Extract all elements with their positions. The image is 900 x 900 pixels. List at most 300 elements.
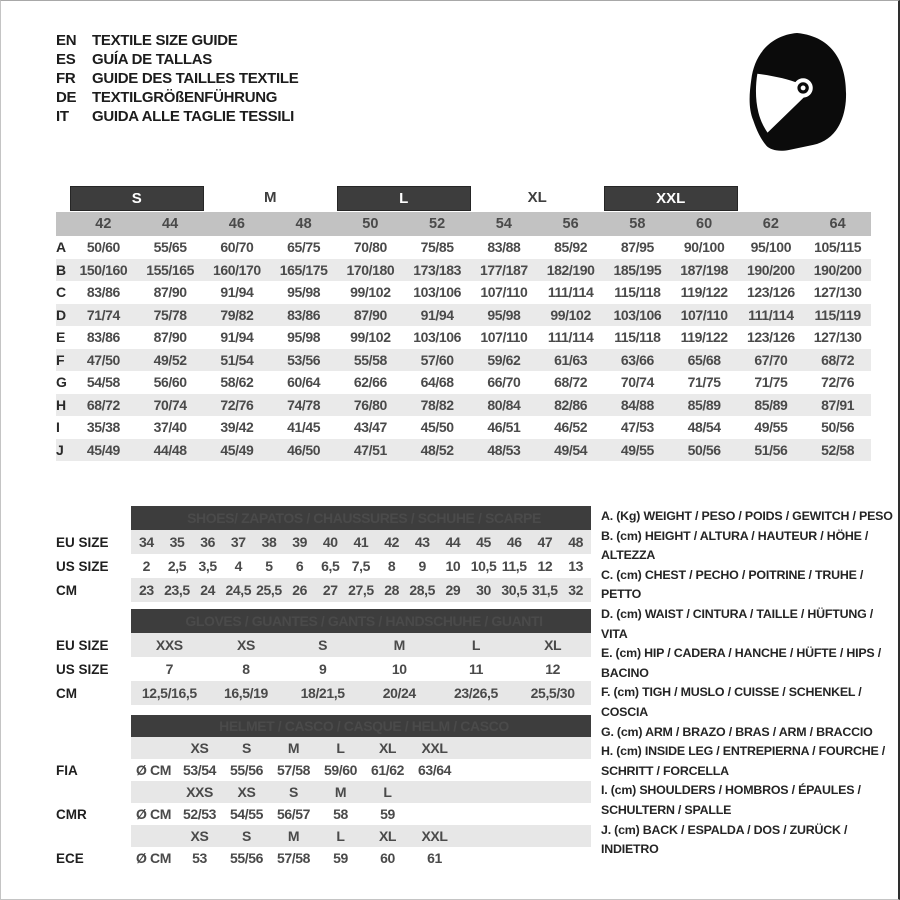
measure-cell: 61/63	[537, 349, 604, 372]
measure-cell: 99/102	[537, 304, 604, 327]
measure-cell: 57/60	[404, 349, 471, 372]
language-title: GUIDA ALLE TAGLIE TESSILI	[92, 108, 294, 125]
measure-cell: 60/64	[287, 374, 321, 391]
size-value-cell: 9	[318, 661, 327, 677]
measure-cell: 155/165	[137, 259, 204, 282]
helmet-size-cell: XS	[176, 825, 223, 847]
measure-cell: 115/118	[614, 284, 661, 301]
size-band-label: M	[264, 189, 277, 206]
row-letter: E	[56, 329, 66, 346]
measure-cell: 66/70	[487, 374, 521, 391]
size-number-cell: 54	[471, 212, 538, 236]
standard-label: CMR	[56, 803, 131, 825]
helmet-value-row	[56, 847, 591, 869]
measure-cell: 65/75	[287, 239, 321, 256]
measure-cell: 150/160	[70, 259, 137, 282]
measure-cell: 182/190	[537, 259, 604, 282]
measure-cell: 190/200	[804, 259, 871, 282]
measure-cell: 83/86	[270, 304, 337, 327]
size-value-cell: 6,5	[321, 558, 340, 574]
measure-cell: 185/195	[604, 259, 671, 282]
measure-cell: 59/62	[471, 349, 538, 372]
measure-cell: 119/122	[680, 329, 728, 346]
size-value-cell: 28	[376, 578, 407, 602]
language-title: GUIDE DES TAILLES TEXTILE	[92, 70, 299, 87]
size-value-cell: 41	[346, 530, 377, 554]
measure-cell: 103/106	[604, 304, 671, 327]
size-band-label: L	[337, 186, 471, 211]
size-value-cell: S	[284, 633, 361, 657]
measure-cell: 70/74	[137, 394, 204, 417]
size-number-cell: 56	[537, 212, 604, 236]
measure-cell: 90/100	[683, 239, 725, 256]
measure-cell: 41/45	[287, 419, 321, 436]
measure-cell: 56/60	[153, 374, 187, 391]
helmet-size-cell: XS	[223, 781, 270, 803]
size-value-cell: 28,5	[407, 578, 438, 602]
unit-cell: Ø CM	[136, 850, 171, 866]
measure-cell: 95/98	[287, 329, 321, 346]
measure-row-C	[56, 281, 871, 304]
size-value-cell: 2	[142, 558, 151, 574]
measure-cell: 64/68	[420, 374, 454, 391]
measure-cell: 119/122	[680, 284, 728, 301]
size-value-cell: L	[438, 633, 515, 657]
language-code: EN	[56, 32, 77, 49]
measure-cell: 72/76	[821, 374, 855, 391]
measure-cell: 50/56	[671, 439, 738, 462]
measure-cell: 103/106	[413, 329, 462, 346]
measure-cell: 85/89	[671, 394, 738, 417]
measure-cell: 99/102	[350, 284, 391, 301]
measure-cell: 35/38	[86, 419, 120, 436]
filler-cell	[458, 759, 591, 781]
measure-cell: 71/74	[70, 304, 137, 327]
size-value-cell: 37	[223, 530, 254, 554]
legend-entry: B. (cm) HEIGHT / ALTURA / HAUTEUR / HÖHE / ALTEZZA	[601, 528, 869, 563]
section-header-row	[56, 609, 591, 633]
size-value-cell: 20/24	[361, 681, 438, 705]
helmet-value-cell: 55/56	[229, 850, 264, 866]
measure-cell: 55/65	[153, 239, 187, 256]
row-label	[56, 781, 131, 803]
measure-cell: 68/72	[804, 349, 871, 372]
legend-entry: F. (cm) TIGH / MUSLO / CUISSE / SCHENKEL / COSCIA	[601, 685, 862, 719]
measure-cell: 105/115	[814, 239, 862, 256]
size-value-cell: 31,5	[530, 578, 561, 602]
measure-cell: 107/110	[480, 329, 528, 346]
measure-cell: 74/78	[270, 394, 337, 417]
row-letter: H	[56, 394, 70, 417]
measure-cell: 95/100	[750, 239, 792, 256]
measure-cell: 37/40	[153, 419, 187, 436]
measure-cell: 62/66	[353, 374, 387, 391]
measure-cell: 91/94	[404, 304, 471, 327]
unit-cell	[131, 825, 176, 847]
measure-cell: 45/50	[420, 419, 454, 436]
measure-cell: 78/82	[404, 394, 471, 417]
helmet-size-cell: S	[270, 781, 317, 803]
size-band-XL	[471, 186, 605, 212]
language-row	[56, 69, 298, 88]
size-band-label: XL	[527, 189, 547, 206]
spacer-cell	[56, 609, 131, 633]
legend-entry: I. (cm) SHOULDERS / HOMBROS / ÉPAULES / SCHULTERN / SPALLE	[601, 783, 861, 817]
size-row	[56, 657, 591, 681]
size-value-cell: 25,5/30	[514, 681, 591, 705]
measure-cell: 87/91	[804, 394, 871, 417]
helmet-value-cell: 56/57	[276, 806, 311, 822]
helmet-value-row	[56, 759, 591, 781]
language-list	[56, 31, 298, 126]
size-number-cell: 46	[204, 212, 271, 236]
language-row	[56, 88, 298, 107]
helmet-size-cell: XL	[364, 737, 411, 759]
measure-cell: 170/180	[337, 259, 404, 282]
unit-cell: Ø CM	[136, 762, 171, 778]
measure-cell: 103/106	[413, 284, 462, 301]
measure-cell: 187/198	[671, 259, 738, 282]
measure-cell: 68/72	[554, 374, 588, 391]
row-label: CM	[56, 681, 131, 705]
racing-helmet-icon	[744, 31, 848, 153]
size-value-cell: 23,5	[162, 578, 193, 602]
size-value-cell: XS	[208, 633, 285, 657]
measure-cell: 123/126	[746, 329, 795, 346]
standard-label: ECE	[56, 847, 131, 869]
section-title: HELMET / CASCO / CASQUE / HELM / CASCO	[131, 715, 591, 737]
legend-entry: E. (cm) HIP / CADERA / HANCHE / HÜFTE / HIPS / BACINO	[601, 646, 881, 680]
size-value-cell: XL	[514, 633, 591, 657]
size-band-label: XXL	[604, 186, 738, 211]
size-number-cell: 62	[738, 212, 805, 236]
section-title: SHOES/ ZAPATOS / CHAUSSURES / SCHUHE / SCARPE	[131, 506, 591, 530]
measure-cell: 83/86	[86, 329, 120, 346]
measure-cell: 115/119	[804, 304, 871, 327]
size-value-cell: 7,5	[351, 558, 371, 574]
helmet-value-cell: 59/60	[323, 762, 358, 778]
helmet-value-cell: 57/58	[276, 762, 311, 778]
size-value-cell: 45	[468, 530, 499, 554]
size-value-cell: 27	[315, 578, 346, 602]
size-value-cell: 39	[284, 530, 315, 554]
filler-cell	[458, 803, 591, 825]
helmet-size-header-row	[56, 825, 591, 847]
size-value-cell: 40	[315, 530, 346, 554]
size-value-cell: 38	[254, 530, 285, 554]
measure-cell: 50/56	[821, 419, 855, 436]
measure-cell: 82/86	[537, 394, 604, 417]
measure-cell: 71/75	[687, 374, 721, 391]
measure-cell: 47/51	[337, 439, 404, 462]
helmet-size-cell: S	[223, 737, 270, 759]
row-label	[56, 737, 131, 759]
measure-cell: 91/94	[220, 329, 254, 346]
measure-cell: 47/53	[620, 419, 654, 436]
size-value-cell: 12	[545, 661, 561, 677]
size-row	[56, 554, 591, 578]
language-title: TEXTILGRÖßENFÜHRUNG	[92, 89, 278, 106]
size-row	[56, 633, 591, 657]
row-letter: A	[56, 239, 67, 256]
spacer	[56, 705, 591, 715]
measure-row-J	[56, 439, 871, 462]
language-code: ES	[56, 51, 76, 68]
measure-cell: 85/92	[554, 239, 588, 256]
helmet-size-table	[56, 715, 591, 869]
measure-cell: 107/110	[671, 304, 738, 327]
size-number-cell: 42	[70, 212, 137, 236]
spacer-cell	[56, 715, 131, 737]
measure-cell: 173/183	[404, 259, 471, 282]
measure-cell: 79/82	[204, 304, 271, 327]
filler-cell	[458, 825, 591, 847]
measure-row-A	[56, 236, 871, 259]
size-band-L	[337, 186, 471, 212]
unit-cell	[131, 781, 176, 803]
size-value-cell: 46	[499, 530, 530, 554]
accessory-tables	[56, 506, 591, 869]
size-value-cell: 29	[438, 578, 469, 602]
size-value-cell: 26	[284, 578, 315, 602]
measure-cell: 49/55	[604, 439, 671, 462]
static-element	[801, 85, 806, 90]
measure-cell: 75/78	[137, 304, 204, 327]
size-band-XXL	[604, 186, 738, 212]
measure-cell: 123/126	[746, 284, 795, 301]
measure-cell: 76/80	[337, 394, 404, 417]
measure-cell: 54/58	[86, 374, 120, 391]
helmet-size-cell: XXL	[411, 737, 458, 759]
helmet-size-header-row	[56, 737, 591, 759]
legend-entry: J. (cm) BACK / ESPALDA / DOS / ZURÜCK / INDIETRO	[601, 822, 848, 857]
legend-entry: A. (Kg) WEIGHT / PESO / POIDS / GEWITCH / PESO	[601, 509, 893, 523]
corner-cell	[56, 212, 70, 236]
size-band-M	[204, 186, 338, 212]
measure-cell: 60/70	[220, 239, 254, 256]
measure-cell: 68/72	[70, 394, 137, 417]
helmet-value-cell: 61/62	[370, 762, 405, 778]
helmet-value-cell: 63/64	[417, 762, 452, 778]
size-value-cell: 4	[234, 558, 242, 574]
language-row	[56, 50, 298, 69]
size-value-cell: 11	[468, 661, 483, 677]
size-value-cell: 18/21,5	[284, 681, 361, 705]
helmet-size-cell: L	[364, 781, 411, 803]
size-value-cell: 30,5	[499, 578, 530, 602]
measure-cell: 87/90	[153, 284, 187, 301]
measure-cell: 51/56	[738, 439, 805, 462]
measure-cell: 49/54	[537, 439, 604, 462]
measure-cell: 72/76	[204, 394, 271, 417]
helmet-size-cell	[411, 781, 458, 803]
standard-label: FIA	[56, 759, 131, 781]
language-code: IT	[56, 108, 69, 125]
measure-cell: 48/52	[404, 439, 471, 462]
helmet-size-cell: XXL	[411, 825, 458, 847]
measure-cell: 160/170	[204, 259, 271, 282]
size-number-cell: 58	[604, 212, 671, 236]
size-value-cell: 48	[560, 530, 591, 554]
row-letter: F	[56, 349, 70, 372]
size-value-cell: 43	[407, 530, 438, 554]
row-label: EU SIZE	[56, 530, 131, 554]
measure-cell: 83/86	[86, 284, 120, 301]
helmet-size-cell: M	[270, 737, 317, 759]
spacer-cell	[56, 506, 131, 530]
measure-cell: 115/118	[614, 329, 661, 346]
measure-cell: 165/175	[270, 259, 337, 282]
language-title: GUÍA DE TALLAS	[92, 51, 212, 68]
measure-cell: 51/54	[204, 349, 271, 372]
size-value-cell: 2,5	[167, 558, 187, 574]
size-value-cell: 3,5	[198, 558, 217, 574]
measure-cell: 99/102	[350, 329, 391, 346]
measure-cell: 45/49	[70, 439, 137, 462]
size-value-cell: 12,5/16,5	[131, 681, 208, 705]
measure-cell: 52/58	[804, 439, 871, 462]
language-row	[56, 107, 298, 126]
size-number-cell: 60	[671, 212, 738, 236]
helmet-value-cell: 60	[380, 850, 395, 866]
size-value-cell: 23/26,5	[438, 681, 515, 705]
measure-cell: 87/90	[153, 329, 187, 346]
textile-size-table	[56, 186, 871, 461]
section-header-row	[56, 715, 591, 737]
size-band-label: S	[70, 186, 204, 211]
helmet-size-cell: M	[317, 781, 364, 803]
measure-cell: 53/56	[270, 349, 337, 372]
helmet-value-cell: 54/55	[229, 806, 264, 822]
measure-cell: 71/75	[754, 374, 788, 391]
size-value-cell: 10	[445, 558, 461, 574]
measure-cell: 55/58	[337, 349, 404, 372]
unit-cell	[131, 737, 176, 759]
size-value-cell: 27,5	[346, 578, 377, 602]
size-value-cell: 16,5/19	[208, 681, 285, 705]
row-letter: J	[56, 439, 70, 462]
measure-row-I	[56, 416, 871, 439]
unit-cell: Ø CM	[136, 806, 171, 822]
main-size-table-wrap	[56, 186, 871, 461]
helmet-value-cell: 52/53	[182, 806, 217, 822]
helmet-value-cell: 53	[192, 850, 207, 866]
size-row	[56, 578, 591, 602]
legend-entry: H. (cm) INSIDE LEG / ENTREPIERNA / FOURCHE / SCHRITT / FORCELLA	[601, 744, 886, 778]
measure-cell: 49/52	[137, 349, 204, 372]
filler-cell	[458, 781, 591, 803]
size-value-cell: 42	[376, 530, 407, 554]
size-value-cell: 47	[530, 530, 561, 554]
size-value-cell: XXS	[131, 633, 208, 657]
measure-cell: 49/55	[754, 419, 788, 436]
measurement-legend	[601, 507, 897, 860]
measure-row-B	[56, 259, 871, 282]
language-row	[56, 31, 298, 50]
filler-cell	[458, 737, 591, 759]
measure-cell: 111/114	[738, 304, 805, 327]
measure-cell: 95/98	[287, 284, 321, 301]
row-letter: D	[56, 304, 70, 327]
measure-cell: 91/94	[220, 284, 254, 301]
measure-cell: 46/51	[487, 419, 521, 436]
size-band-S	[70, 186, 204, 212]
size-band-empty	[56, 186, 70, 212]
measure-row-G	[56, 371, 871, 394]
size-number-cell: 44	[137, 212, 204, 236]
measure-cell: 50/60	[86, 239, 120, 256]
measure-cell: 44/48	[137, 439, 204, 462]
row-letter: G	[56, 374, 67, 391]
row-label: CM	[56, 578, 131, 602]
measure-cell: 95/98	[471, 304, 538, 327]
helmet-value-cell: 59	[380, 806, 395, 822]
measure-cell: 127/130	[813, 284, 862, 301]
size-number-cell: 50	[337, 212, 404, 236]
helmet-size-cell: S	[223, 825, 270, 847]
size-value-cell: 34	[131, 530, 162, 554]
measure-cell: 45/49	[204, 439, 271, 462]
size-number-cell: 52	[404, 212, 471, 236]
measure-row-E	[56, 326, 871, 349]
row-letter: C	[56, 284, 67, 301]
size-value-cell: 30	[468, 578, 499, 602]
size-value-cell: 10,5	[470, 558, 497, 574]
helmet-value-cell	[411, 803, 458, 825]
row-letter: I	[56, 419, 60, 436]
size-value-cell: 35	[162, 530, 193, 554]
shoes-size-table	[56, 506, 591, 602]
measure-cell: 75/85	[420, 239, 454, 256]
legend-entry: C. (cm) CHEST / PECHO / POITRINE / TRUHE / PETTO	[601, 567, 864, 602]
size-value-cell: 11,5	[501, 558, 527, 574]
size-number-cell: 64	[804, 212, 871, 236]
helmet-size-cell: L	[317, 825, 364, 847]
measure-cell: 65/68	[671, 349, 738, 372]
size-band-row	[56, 186, 871, 212]
helmet-size-cell: M	[270, 825, 317, 847]
size-value-cell: 24	[192, 578, 223, 602]
language-title: TEXTILE SIZE GUIDE	[92, 32, 238, 49]
measure-cell: 48/53	[471, 439, 538, 462]
row-label: US SIZE	[56, 657, 131, 681]
measure-cell: 107/110	[480, 284, 528, 301]
measure-cell: 58/62	[220, 374, 254, 391]
measure-cell: 39/42	[220, 419, 254, 436]
size-value-cell: 13	[568, 558, 583, 574]
measure-row-H	[56, 394, 871, 417]
size-row	[56, 530, 591, 554]
helmet-value-row	[56, 803, 591, 825]
size-value-cell: 32	[560, 578, 591, 602]
measure-cell: 84/88	[604, 394, 671, 417]
row-letter: B	[56, 259, 70, 282]
size-value-cell: 12	[537, 558, 553, 574]
helmet-size-cell: XL	[364, 825, 411, 847]
size-value-cell: M	[361, 633, 438, 657]
measure-cell: 127/130	[813, 329, 862, 346]
size-value-cell: 8	[242, 661, 250, 677]
measure-cell: 70/80	[353, 239, 387, 256]
measure-cell: 85/89	[738, 394, 805, 417]
size-band-empty	[738, 186, 805, 212]
row-label: EU SIZE	[56, 633, 131, 657]
section-header-row	[56, 506, 591, 530]
helmet-size-cell: XS	[176, 737, 223, 759]
size-value-cell: 24,5	[223, 578, 254, 602]
measure-cell: 70/74	[620, 374, 654, 391]
measure-cell: 83/88	[487, 239, 521, 256]
